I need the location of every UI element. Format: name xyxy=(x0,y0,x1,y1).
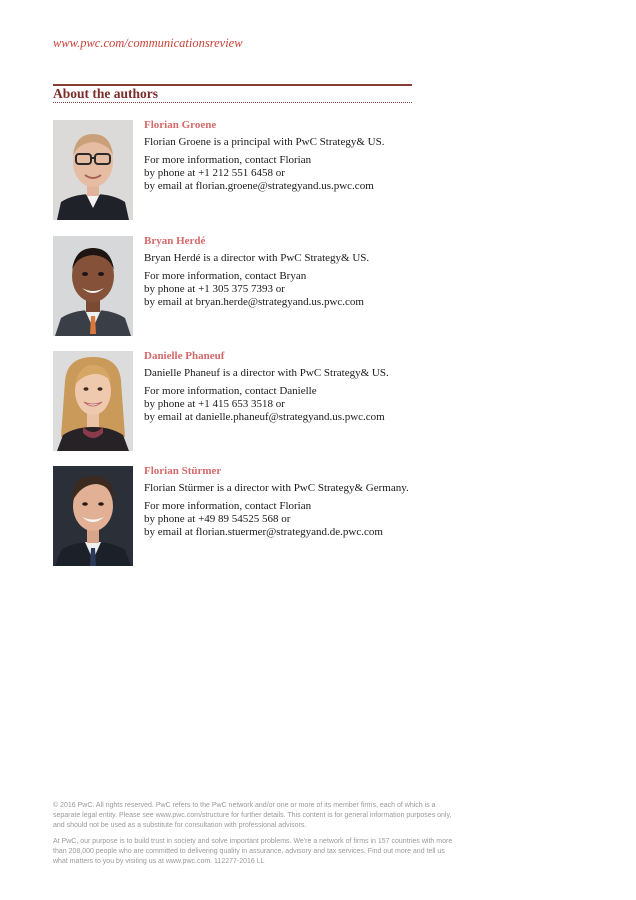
author-card-florian-groene xyxy=(53,120,473,220)
section-dotted-rule xyxy=(53,102,412,103)
contact-email[interactable]: by email at danielle.phaneuf@strategyand.us.pwc.com xyxy=(144,411,385,423)
author-bio: Bryan Herdé is a director with PwC Strategy& US. xyxy=(144,252,370,264)
author-name: Florian Stürmer xyxy=(144,465,222,477)
author-name: Danielle Phaneuf xyxy=(144,350,225,362)
author-name: Bryan Herdé xyxy=(144,235,206,247)
author-info xyxy=(144,120,474,193)
contact-line: For more information, contact Bryan xyxy=(144,270,307,282)
contact-phone[interactable]: by phone at +1 305 375 7393 or xyxy=(144,283,285,295)
author-contact xyxy=(144,500,474,539)
author-photo xyxy=(53,351,133,451)
contact-email[interactable]: by email at florian.groene@strategyand.us.pwc.com xyxy=(144,180,374,192)
author-info xyxy=(144,236,474,309)
contact-phone[interactable]: by phone at +49 89 54525 568 or xyxy=(144,513,291,525)
author-card-danielle-phaneuf xyxy=(53,351,473,451)
contact-line: For more information, contact Danielle xyxy=(144,385,317,397)
author-contact xyxy=(144,154,474,193)
author-photo xyxy=(53,120,133,220)
author-card-florian-sturmer xyxy=(53,466,473,566)
section-title: About the authors xyxy=(53,86,159,101)
footer-purpose: At PwC, our purpose is to build trust in society and solve important problems. We're a network of firms in 157 countries with more than 208,000 people who are committed to delivering quality in assurance, advisory and tax services. Find out more and tell us what matters to you by visiting us at www.pwc.com. 112277-2016 LL xyxy=(53,838,453,865)
contact-phone[interactable]: by phone at +1 415 653 3518 or xyxy=(144,398,285,410)
author-info xyxy=(144,351,474,424)
contact-email[interactable]: by email at florian.stuermer@strategyand.de.pwc.com xyxy=(144,526,383,538)
author-photo xyxy=(53,466,133,566)
author-bio: Florian Stürmer is a director with PwC Strategy& Germany. xyxy=(144,482,409,494)
website-url[interactable]: www.pwc.com/communicationsreview xyxy=(53,36,243,50)
contact-email[interactable]: by email at bryan.herde@strategyand.us.pwc.com xyxy=(144,296,364,308)
contact-line: For more information, contact Florian xyxy=(144,154,312,166)
author-card-bryan-herde xyxy=(53,236,473,336)
author-name: Florian Groene xyxy=(144,119,217,131)
footer-copyright: © 2016 PwC. All rights reserved. PwC refers to the PwC network and/or one or more of its member firms, each of which is a separate legal entity. Please see www.pwc.com/structure for further details. This content is for general information purposes only, and should not be used as a substitute for consultation with professional advisors. xyxy=(53,802,452,829)
author-contact xyxy=(144,270,474,309)
contact-line: For more information, contact Florian xyxy=(144,500,312,512)
author-info xyxy=(144,466,474,539)
author-bio: Danielle Phaneuf is a director with PwC Strategy& US. xyxy=(144,367,389,379)
author-contact xyxy=(144,385,474,424)
legal-footer xyxy=(53,801,453,873)
author-photo xyxy=(53,236,133,336)
contact-phone[interactable]: by phone at +1 212 551 6458 or xyxy=(144,167,285,179)
author-bio: Florian Groene is a principal with PwC Strategy& US. xyxy=(144,136,385,148)
